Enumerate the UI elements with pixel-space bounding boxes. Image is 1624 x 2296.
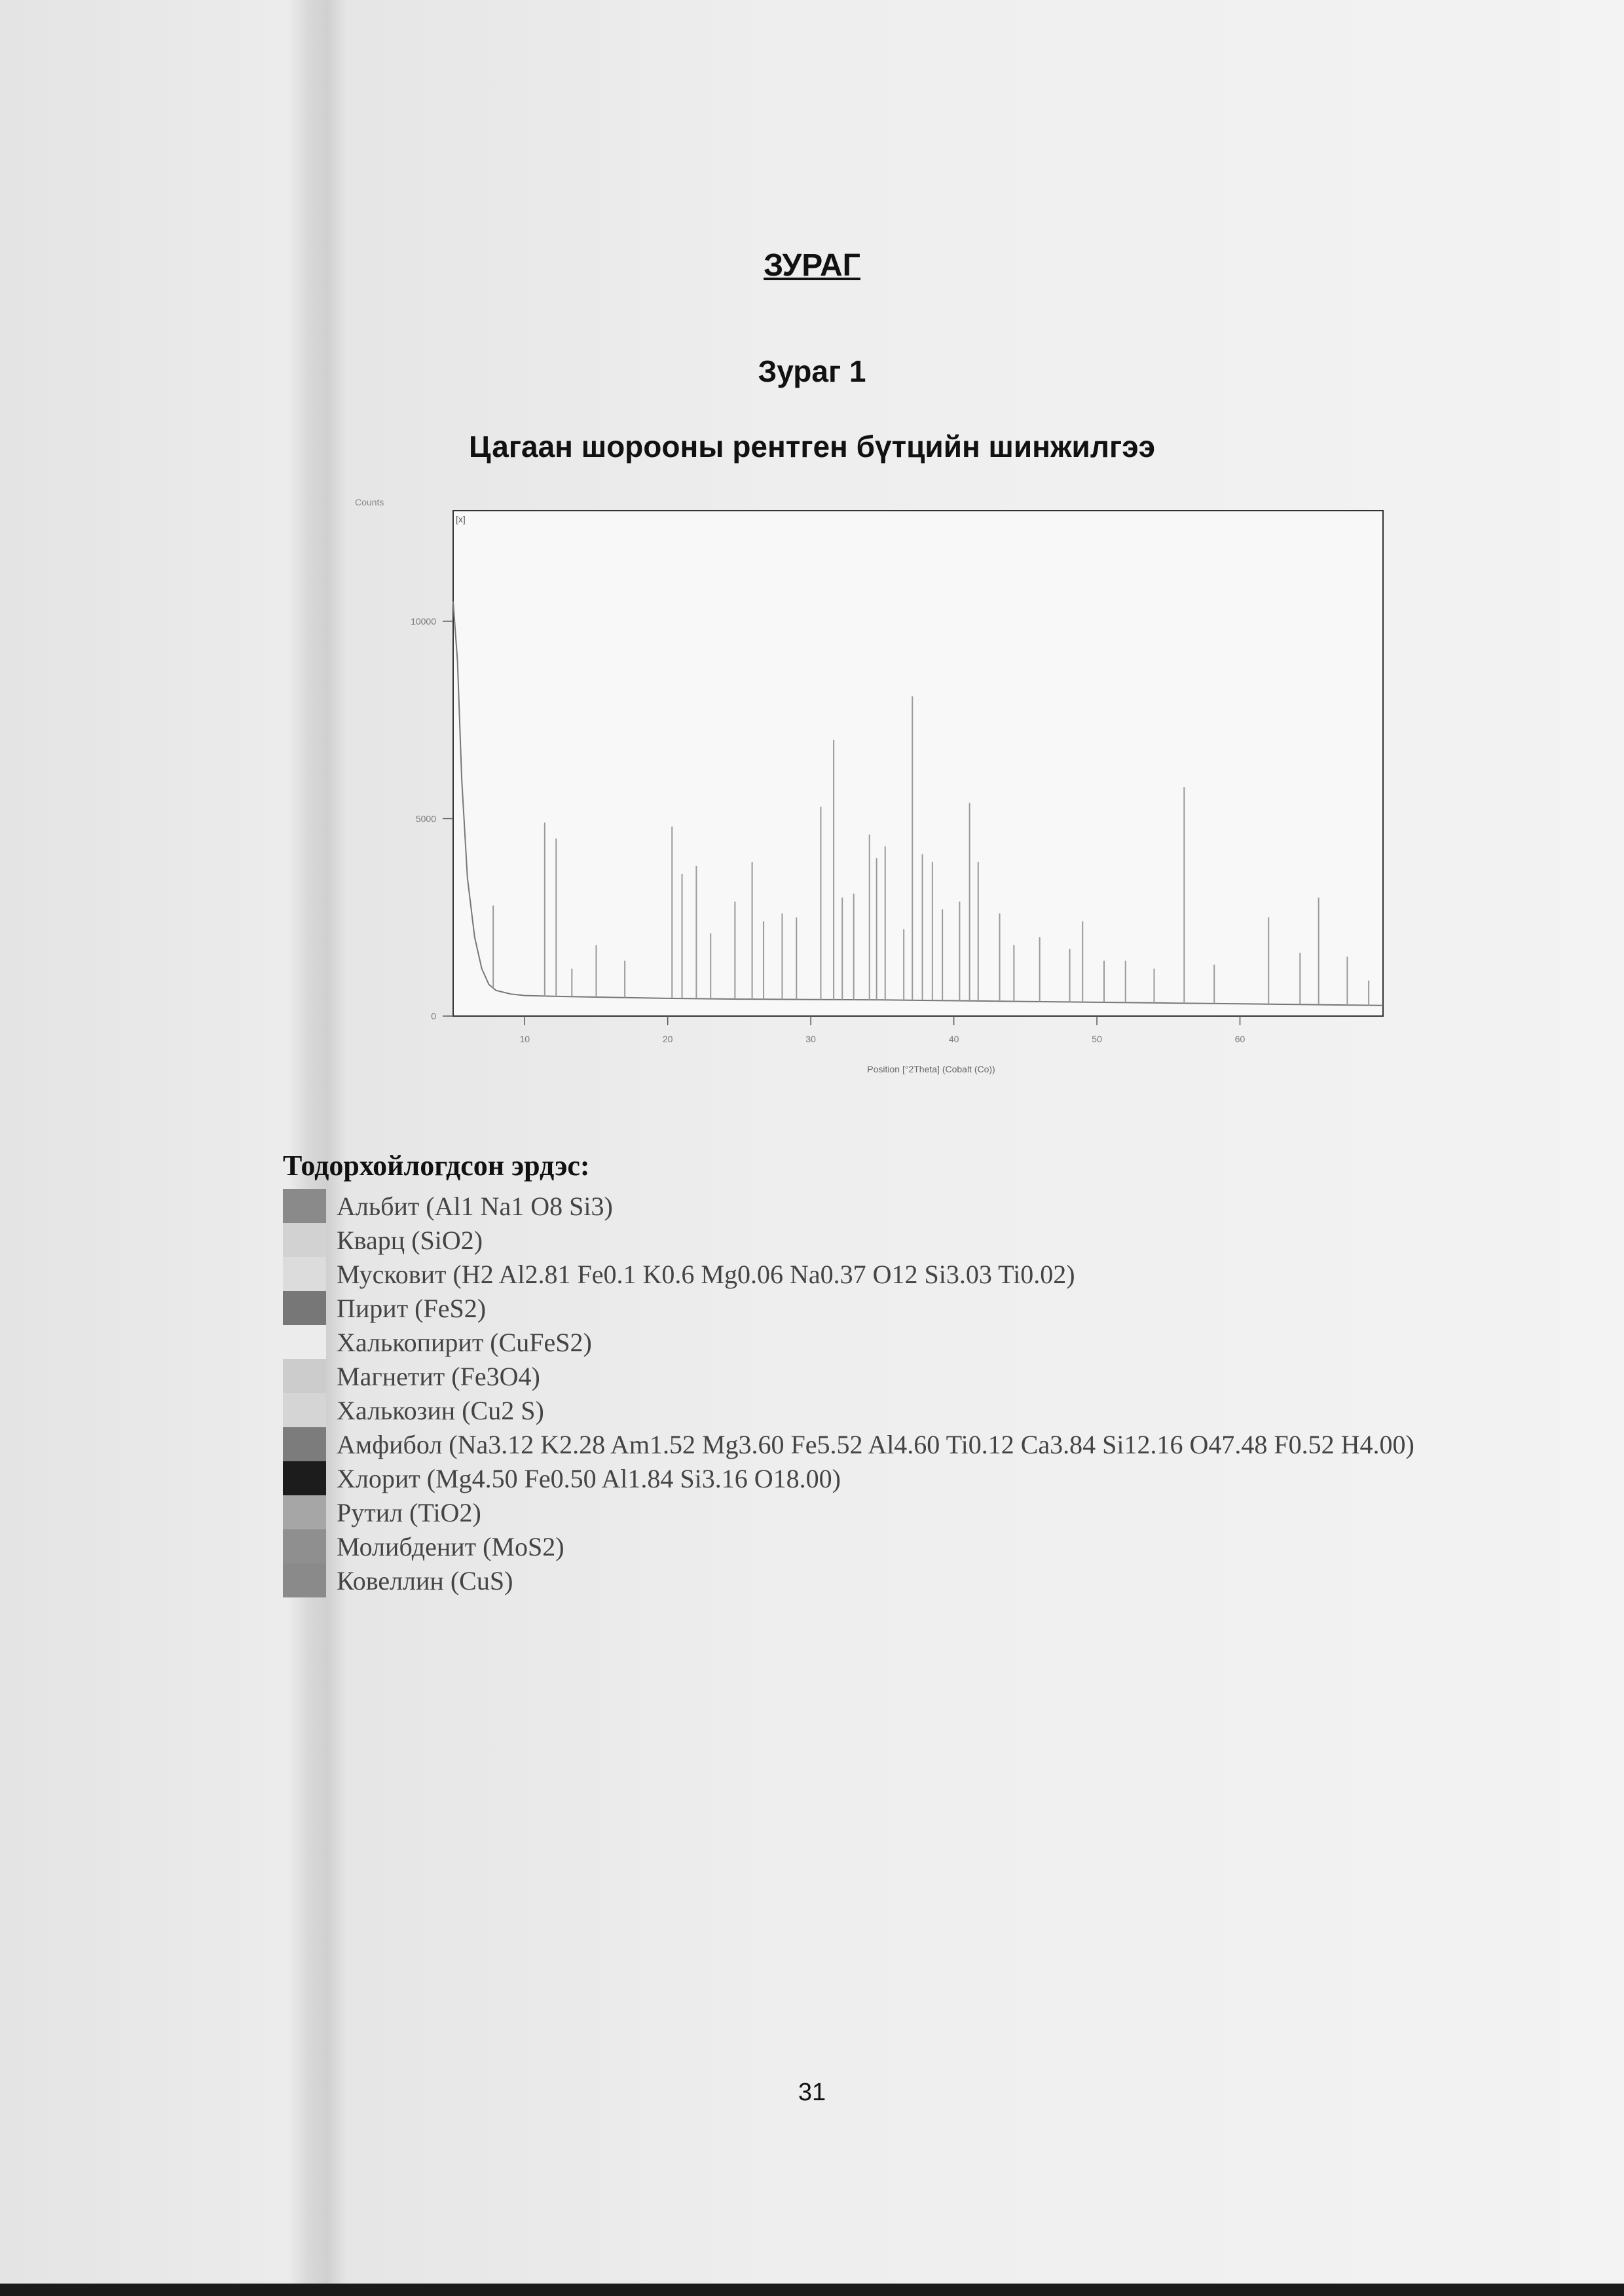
legend-item <box>283 1359 1414 1393</box>
legend-label: Молибденит (MoS2) <box>337 1531 564 1561</box>
x-tick-label: 20 <box>662 1034 673 1044</box>
y-axis-label: Counts <box>355 497 384 507</box>
x-tick-label: 60 <box>1234 1034 1246 1044</box>
x-tick-label: 50 <box>1092 1034 1102 1044</box>
scan-edge-bar <box>0 2284 1624 2296</box>
plot-frame <box>453 511 1383 1016</box>
legend-swatch <box>283 1189 326 1223</box>
legend-swatch <box>283 1495 326 1529</box>
page-number: 31 <box>798 2079 826 2106</box>
legend-label: Кварц (SiO2) <box>337 1225 483 1255</box>
legend-swatch <box>283 1427 326 1461</box>
y-tick-label: 10000 <box>411 615 436 627</box>
legend-item <box>283 1529 1414 1563</box>
x-axis-label: Position [°2Theta] (Cobalt (Co)) <box>867 1064 995 1074</box>
legend-label: Халькозин (Cu2 S) <box>337 1395 544 1425</box>
legend-label: Халькопирит (CuFeS2) <box>337 1327 592 1357</box>
legend-label: Мусковит (H2 Al2.81 Fe0.1 K0.6 Mg0.06 Na0.37 O12 Si3.03 Ti0.02) <box>337 1259 1075 1289</box>
legend-title: Тодорхойлогдсон эрдэс: <box>283 1150 590 1182</box>
legend-item <box>283 1223 1414 1257</box>
legend-swatch <box>283 1529 326 1563</box>
legend-item <box>283 1495 1414 1529</box>
legend-label: Амфибол (Na3.12 K2.28 Am1.52 Mg3.60 Fe5.52 Al4.60 Ti0.12 Ca3.84 Si12.16 O47.48 F0.52 H4.00) <box>337 1429 1414 1459</box>
document-heading: ЗУРАГ <box>764 248 860 283</box>
legend-label: Пирит (FeS2) <box>337 1293 487 1323</box>
legend-item <box>283 1291 1414 1325</box>
legend-item <box>283 1393 1414 1427</box>
legend-item <box>283 1189 1414 1223</box>
y-tick-label: 5000 <box>415 813 436 824</box>
xrd-chart <box>0 0 1624 1113</box>
legend-swatch <box>283 1223 326 1257</box>
legend-label: Альбит (Al1 Na1 O8 Si3) <box>337 1191 613 1221</box>
legend-label: Хлорит (Mg4.50 Fe0.50 Al1.84 Si3.16 O18.00) <box>337 1463 841 1493</box>
x-tick-label: 30 <box>805 1034 816 1044</box>
legend-swatch <box>283 1359 326 1393</box>
legend-swatch <box>283 1563 326 1597</box>
series-label: [x] <box>456 514 466 524</box>
legend-label: Рутил (TiO2) <box>337 1497 481 1527</box>
legend-items <box>283 1189 1414 1597</box>
figure-caption: Цагаан шорооны рентген бүтцийн шинжилгээ <box>468 429 1156 464</box>
legend-swatch <box>283 1291 326 1325</box>
legend-swatch <box>283 1325 326 1359</box>
legend-swatch <box>283 1393 326 1427</box>
y-tick-label: 0 <box>431 1011 436 1021</box>
legend-item <box>283 1257 1414 1291</box>
legend-item <box>283 1427 1414 1461</box>
legend-item <box>283 1461 1414 1495</box>
legend-item <box>283 1563 1414 1597</box>
legend-swatch <box>283 1257 326 1291</box>
legend-label: Магнетит (Fe3O4) <box>337 1361 540 1391</box>
legend-swatch <box>283 1461 326 1495</box>
x-tick-label: 10 <box>519 1034 530 1044</box>
legend-item <box>283 1325 1414 1359</box>
legend-label: Ковеллин (CuS) <box>337 1565 513 1595</box>
figure-label: Зураг 1 <box>758 354 866 388</box>
x-tick-label: 40 <box>948 1034 959 1044</box>
mineral-legend <box>283 1149 1414 1597</box>
